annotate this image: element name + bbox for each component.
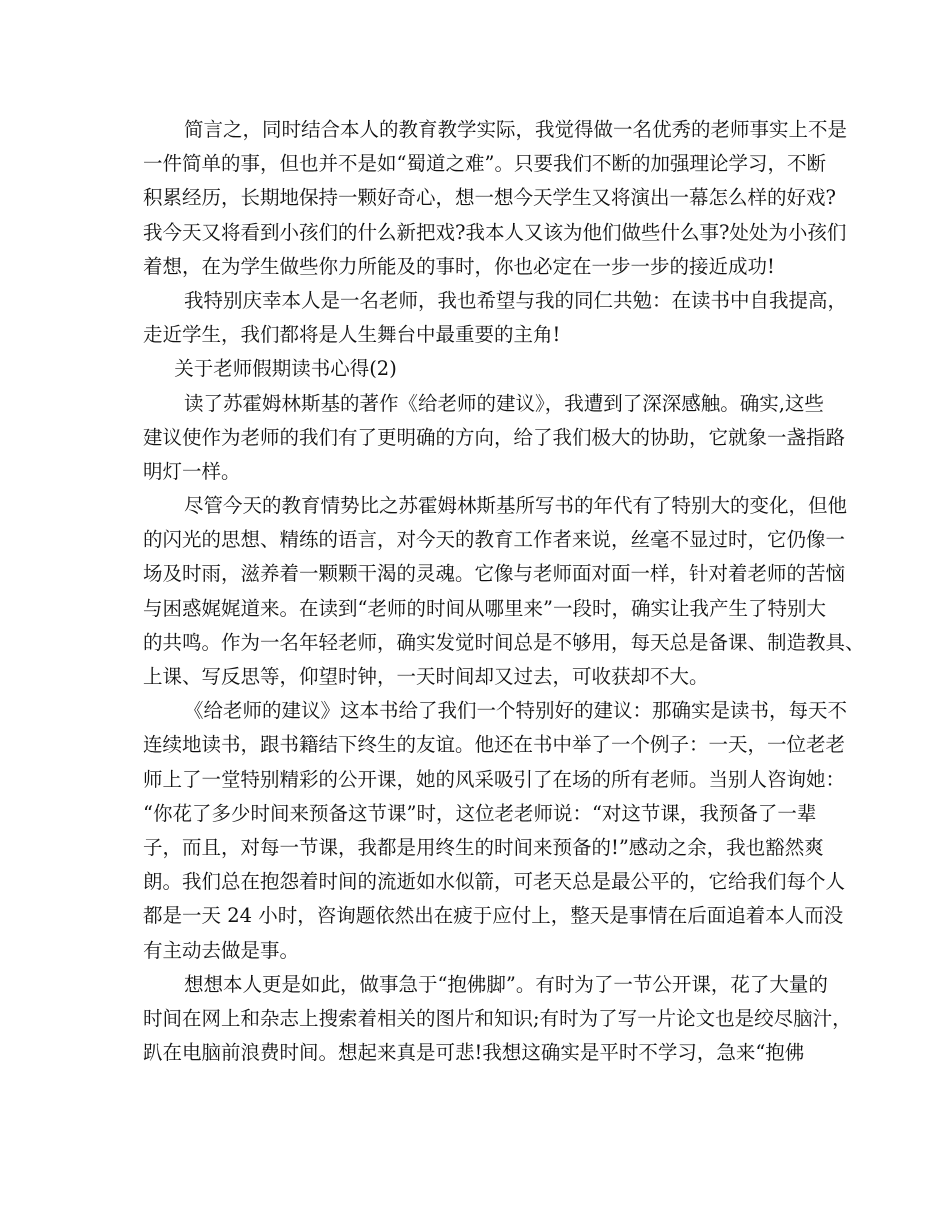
text-line: 有主动去做是事。 (143, 938, 300, 962)
text-line: 时间在网上和杂志上搜索着相关的图片和知识;有时为了写一片论文也是绞尽脑汁， (143, 1006, 852, 1030)
text-line: 着想，在为学生做些你力所能及的事时，你也必定在一步一步的接近成功! (143, 254, 775, 278)
text-line: 师上了一堂特别精彩的公开课，她的风采吸引了在场的所有老师。当别人咨询她： (143, 767, 846, 791)
text-line: 我今天又将看到小孩们的什么新把戏?我本人又该为他们做些什么事?处处为小孩们 (143, 220, 847, 244)
text-line: 建议使作为老师的我们有了更明确的方向，给了我们极大的协助，它就象一盏指路 (143, 425, 846, 449)
text-line: 上课、写反思等，仰望时钟，一天时间却又过去，可收获却不大。 (143, 665, 709, 688)
text-line: 尽管今天的教育情势比之苏霍姆林斯基所写书的年代有了特别大的变化，但他 (183, 494, 847, 518)
text-line: 一件简单的事，但也并不是如“蜀道之难”。只要我们不断的加强理论学习，不断 (143, 152, 826, 176)
text-line: 与困惑娓娓道来。在读到“老师的时间从哪里来”一段时，确实让我产生了特别大 (143, 596, 826, 620)
text-line: 的闪光的思想、精练的语言，对今天的教育工作者来说，丝毫不显过时，它仍像一 (143, 528, 846, 552)
text-line: 朗。我们总在抱怨着时间的流逝如水似箭，可老天总是最公平的，它给我们每个人 (143, 870, 846, 894)
text-line: 我特别庆幸本人是一名老师，我也希望与我的同仁共勉：在读书中自我提高， (183, 288, 847, 312)
document-body (143, 113, 865, 1070)
text-line: 场及时雨，滋养着一颗颗干渴的灵魂。它像与老师面对面一样，针对着老师的苦恼 (143, 562, 846, 586)
text-line: 积累经历，长期地保持一颗好奇心，想一想今天学生又将演出一幕怎么样的好戏? (143, 186, 836, 210)
text-line: 的共鸣。作为一名年轻老师，确实发觉时间总是不够用，每天总是备课、制造教具、 (143, 630, 865, 654)
text-line: 走近学生，我们都将是人生舞台中最重要的主角! (143, 323, 561, 347)
text-line: 想想本人更是如此，做事急于“抱佛脚”。有时为了一节公开课，花了大量的 (183, 972, 828, 996)
text-line: 《给老师的建议》这本书给了我们一个特别好的建议：那确实是读书，每天不 (183, 699, 847, 723)
text-line: 趴在电脑前浪费时间。想起来真是可悲!我想这确实是平时不学习，急来“抱佛 (143, 1041, 805, 1065)
text-line: 读了苏霍姆林斯基的著作《给老师的建议》，我遭到了深深感触。确实,这些 (183, 391, 824, 415)
section-heading: 关于老师假期读书心得(2) (174, 357, 397, 381)
text-line: 简言之，同时结合本人的教育教学实际，我觉得做一名优秀的老师事实上不是 (183, 118, 847, 141)
text-line: “你花了多少时间来预备这节课”时，这位老老师说：“对这节课，我预备了一辈 (143, 801, 817, 825)
text-line: 连续地读书，跟书籍结下终生的友谊。他还在书中举了一个例子：一天，一位老老 (143, 733, 846, 757)
text-line: 都是一天 24 小时，咨询题依然出在疲于应付上，整天是事情在后面追着本人而没 (143, 904, 844, 928)
text-line: 明灯一样。 (143, 459, 241, 483)
text-line: 子，而且，对每一节课，我都是用终生的时间来预备的!”感动之余，我也豁然爽 (143, 835, 824, 859)
